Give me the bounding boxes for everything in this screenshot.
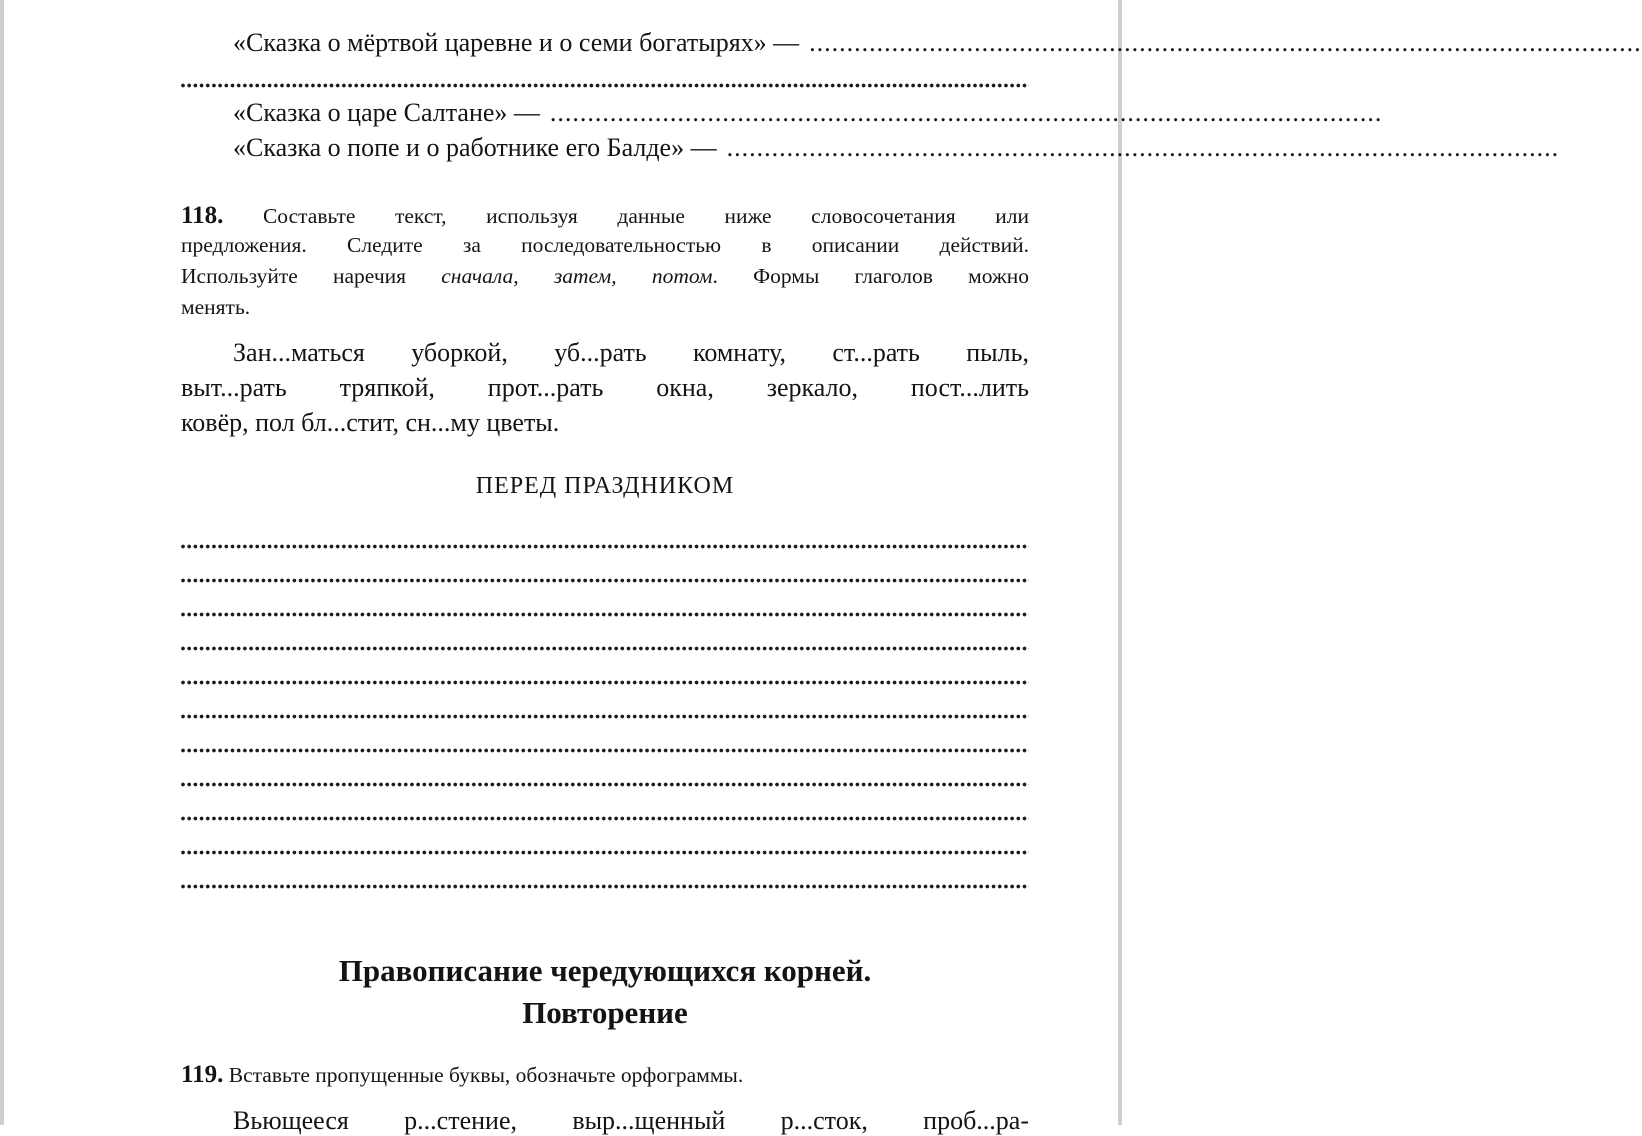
fairy-tale-line-2 [181,98,1383,128]
exercise-119-task-text: Вставьте пропущенные буквы, обозначьте орфограммы. [228,1063,744,1087]
composition-title: ПЕРЕД ПРАЗДНИКОМ [475,473,735,499]
exercise-118-task-line-4: менять. [181,295,251,319]
writing-line-7 [181,748,1029,753]
writing-line-9 [181,816,1029,821]
exercise-119-partial-line [181,1103,1029,1135]
exercise-118-words-line-2: выт...рать тряпкой, прот...рать окна, зеркало, пост...лить [181,373,1029,402]
answer-dots-1: ............................................................................................................... [809,28,1642,57]
answer-dots-3: ............................................................................................................... [726,133,1560,162]
exercise-118-words-line-1: Зан...маться уборкой, уб...рать комнату, ст...рать пыль, [233,338,1029,367]
writing-line-5 [181,680,1029,685]
exercise-118-adverbs: сначала, затем, потом [441,264,713,288]
fairy-tale-line-3 [181,133,1560,163]
writing-line-3 [181,612,1029,617]
exercise-number-118: 118. [181,202,224,229]
page-left-border [0,0,4,1125]
exercise-119-words-line-1: Вьющееся р...стение, выр...щенный р...сток, проб...ра- [233,1106,1029,1135]
writing-line-6 [181,714,1029,719]
exercise-118-task-line-1 [181,202,1029,230]
writing-line-8 [181,782,1029,787]
exercise-number-119: 119. [181,1061,224,1088]
exercise-118-task-text-1: Составьте текст, используя данные ниже словосочетания или [262,204,1030,228]
fairy-tale-title-3: «Сказка о попе и о работнике его Балде» — [233,133,717,162]
writing-line-10 [181,850,1029,855]
answer-continuation-line [181,83,1029,88]
section-title-line-2: Повторение [522,995,688,1030]
writing-line-4 [181,646,1029,651]
writing-line-1 [181,544,1029,549]
fairy-tale-title-1: «Сказка о мёртвой царевне и о семи богатырях» — [233,28,800,57]
exercise-118-task-line-2: предложения. Следите за последовательностью в описании действий. [181,233,1029,257]
fairy-tale-line-1 [181,28,1642,58]
writing-line-11 [181,884,1029,889]
exercise-118-task-text-3a: Используйте наречия [181,264,407,288]
exercise-118-task-text-3b: . Формы глаголов можно [712,264,1030,288]
fairy-tale-title-2: «Сказка о царе Салтане» — [233,98,540,127]
exercise-118-task-line-3 [181,264,1029,289]
section-title-line-1: Правописание чередующихся корней. [338,953,872,988]
page-right-border [1118,0,1122,1125]
exercise-119-task-line [181,1061,1029,1089]
exercise-118-words-line-3: ковёр, пол бл...стит, сн...му цветы. [181,408,560,437]
workbook-page [181,0,1642,1135]
answer-dots-2: ............................................................................................................... [549,98,1383,127]
writing-line-2 [181,578,1029,583]
